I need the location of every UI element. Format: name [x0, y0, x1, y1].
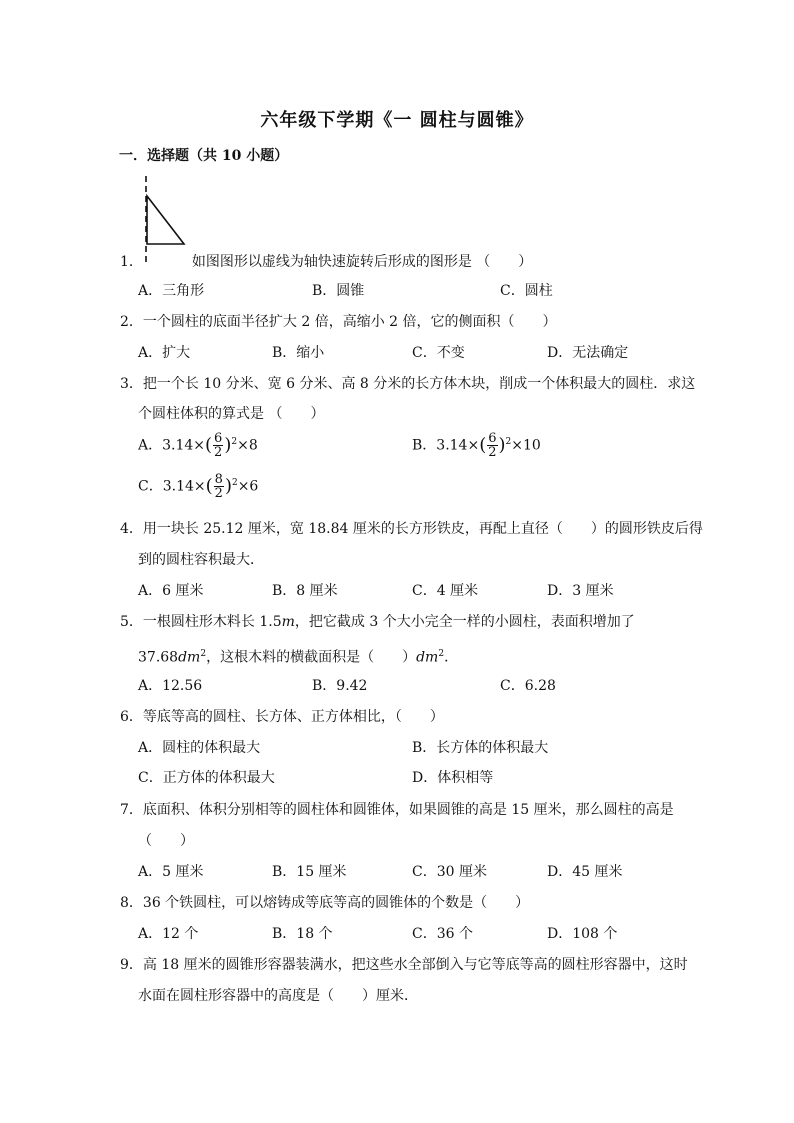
option-2c[interactable]: C．不变: [412, 345, 465, 361]
option-2d[interactable]: D．无法确定: [547, 345, 629, 361]
option-7b[interactable]: B．15 厘米: [272, 864, 347, 880]
option-2a[interactable]: A．扩大: [138, 345, 191, 361]
option-4d[interactable]: D．3 厘米: [547, 583, 614, 599]
question-number: 5．: [120, 614, 143, 630]
option-6b[interactable]: B．长方体的体积最大: [412, 740, 549, 756]
question-number: 4．: [120, 521, 143, 537]
option-5a[interactable]: A．12.56: [138, 678, 203, 694]
option-1b[interactable]: B．圆锥: [312, 283, 365, 299]
question-text: 一个圆柱的底面半径扩大 2 倍，高缩小 2 倍，它的侧面积（ ）: [142, 314, 557, 330]
triangle-figure: [140, 174, 190, 264]
fraction: $\frac{6}{2}$: [488, 431, 497, 460]
option-6c[interactable]: C．正方体的体积最大: [138, 770, 275, 786]
option-5b[interactable]: B．9.42: [312, 678, 368, 694]
question-text: 36 个铁圆柱，可以熔铸成等底等高的圆锥体的个数是（ ）: [142, 895, 530, 911]
option-5c[interactable]: C．6.28: [500, 678, 556, 694]
question-text: 高 18 厘米的圆锥形容器装满水，把这些水全部倒入与它等底等高的圆柱形容器中，这时: [142, 957, 688, 973]
question-3: [120, 375, 695, 393]
question-text: 等底等高的圆柱、长方体、正方体相比，（ ）: [142, 709, 444, 725]
page-title: 六年级下学期《一 圆柱与圆锥》: [260, 110, 534, 131]
question-number: 2．: [120, 314, 143, 330]
fraction: $\frac{8}{2}$: [214, 472, 223, 501]
question-7-line2: （ ）: [138, 833, 194, 849]
option-3a[interactable]: A．3.14×( $\frac{6}{2}$ )$^2$×8: [138, 431, 258, 460]
option-1a[interactable]: A．三角形: [138, 283, 205, 299]
option-8d[interactable]: D．108 个: [547, 926, 618, 942]
option-3b[interactable]: B．3.14×( $\frac{6}{2}$ )$^2$×10: [412, 431, 541, 460]
option-4b[interactable]: B．8 厘米: [272, 583, 338, 599]
option-1c[interactable]: C．圆柱: [500, 283, 553, 299]
question-8: [120, 894, 529, 912]
question-text: 把一个长 10 分米、宽 6 分米、高 8 分米的长方体木块，削成一个体积最大的圆柱．求这: [142, 376, 696, 392]
section-heading: 一．选择题（共 10 小题）: [119, 148, 289, 164]
question-6: [120, 708, 444, 726]
question-number: 7．: [120, 802, 143, 818]
question-number: 9．: [120, 957, 143, 973]
option-3c[interactable]: C．3.14×( $\frac{8}{2}$ )$^2$×6: [138, 472, 259, 501]
question-9: [120, 956, 688, 974]
option-2b[interactable]: B．缩小: [272, 345, 325, 361]
option-7c[interactable]: C．30 厘米: [412, 864, 487, 880]
option-7d[interactable]: D．45 厘米: [547, 864, 623, 880]
question-number: 3．: [120, 376, 143, 392]
question-9-line2: 水面在圆柱形容器中的高度是（ ）厘米．: [138, 988, 418, 1004]
question-3-line2: 个圆柱体积的算式是 （ ）: [138, 406, 325, 422]
option-4a[interactable]: A．6 厘米: [138, 583, 204, 599]
question-5: 5．一根圆柱形木料长 1.5m，把它截成 3 个大小完全一样的小圆柱，表面积增加了: [120, 614, 635, 630]
question-number: 1．: [120, 254, 143, 270]
question-7: [120, 801, 674, 819]
question-5-line2: $37.68dm^2$，这根木料的横截面积是（ ）$dm^2$．: [138, 649, 459, 666]
question-number: 8．: [120, 895, 143, 911]
question-1: [120, 253, 532, 271]
question-4: [120, 520, 703, 538]
question-text: 底面积、体积分别相等的圆柱体和圆锥体，如果圆锥的高是 15 厘米，那么圆柱的高是: [142, 802, 674, 818]
option-4c[interactable]: C．4 厘米: [412, 583, 479, 599]
option-7a[interactable]: A．5 厘米: [138, 864, 204, 880]
question-text: 如图图形以虚线为轴快速旋转后形成的图形是 （ ）: [191, 254, 533, 270]
question-4-line2: 到的圆柱容积最大．: [138, 552, 264, 568]
fraction: $\frac{6}{2}$: [214, 431, 223, 460]
option-8a[interactable]: A．12 个: [138, 926, 199, 942]
option-8b[interactable]: B．18 个: [272, 926, 333, 942]
question-text: 用一块长 25.12 厘米，宽 18.84 厘米的长方形铁皮，再配上直径（ ）的圆形铁皮后得: [142, 521, 703, 537]
option-6d[interactable]: D．体积相等: [412, 770, 494, 786]
option-8c[interactable]: C．36 个: [412, 926, 473, 942]
option-6a[interactable]: A．圆柱的体积最大: [138, 740, 261, 756]
question-number: 6．: [120, 709, 143, 725]
question-2: [120, 313, 557, 331]
